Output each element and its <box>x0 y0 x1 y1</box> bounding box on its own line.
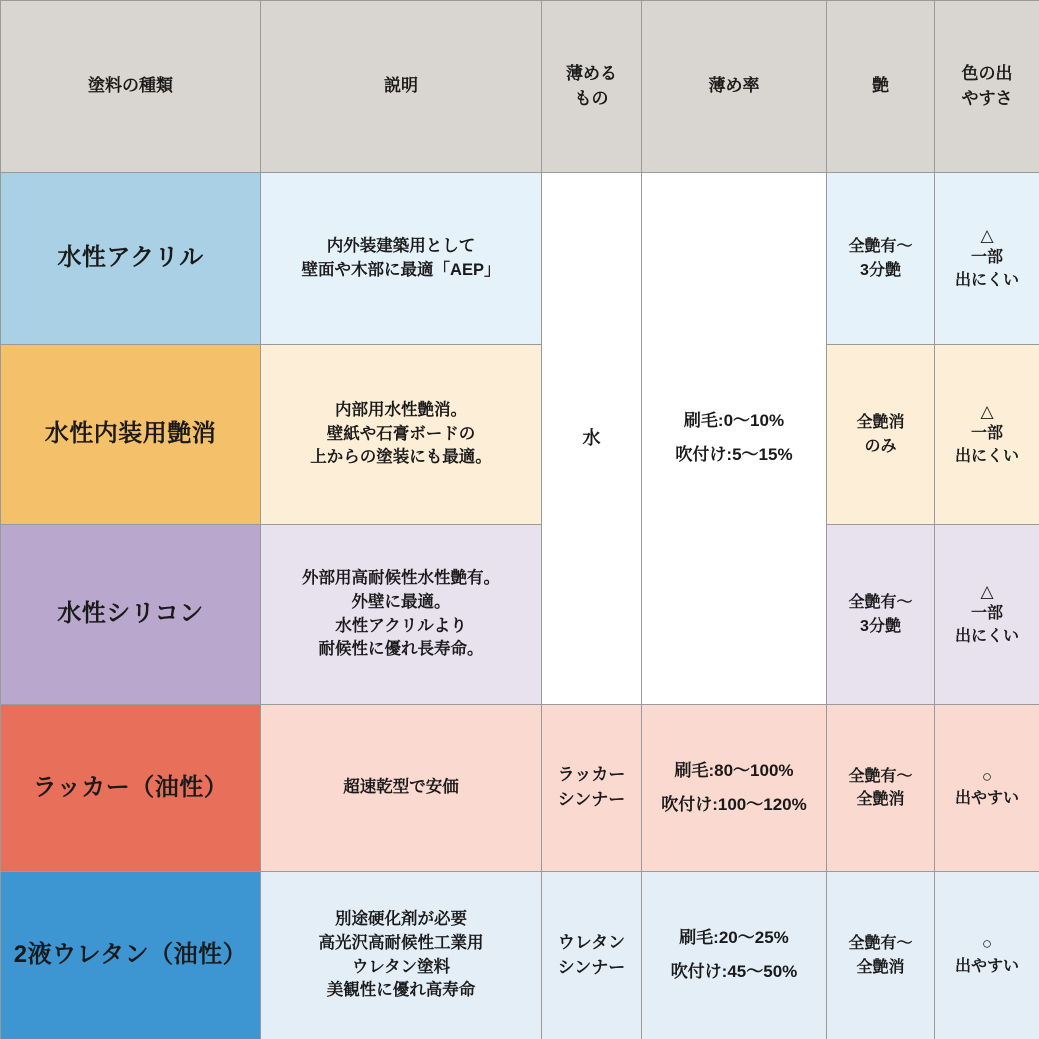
color-ease-mark: ○ <box>981 934 993 954</box>
table-row <box>1 525 1039 705</box>
gloss-cell <box>827 872 935 1039</box>
dilution-cell <box>642 705 827 872</box>
dilution-spray: 吹付け:100〜120% <box>661 794 807 814</box>
description-cell <box>261 345 542 525</box>
color-ease-mark: ○ <box>981 766 993 786</box>
table-row <box>1 705 1039 872</box>
color-ease-line: 出やすい <box>954 790 1019 808</box>
color-ease-line: 一部 <box>970 424 1003 442</box>
gloss-line: 3分艶 <box>860 261 901 279</box>
gloss-line: 全艶有〜 <box>848 238 913 256</box>
color-ease-cell <box>935 872 1039 1039</box>
header-color-ease <box>935 1 1039 173</box>
description-line: 内外装建築用として <box>326 236 476 255</box>
thinner-line: ウレタン <box>557 932 626 952</box>
description-line: 外部用高耐候性水性艶有。 <box>302 568 500 587</box>
gloss-cell <box>827 345 935 525</box>
gloss-line: 全艶消 <box>856 791 905 808</box>
header-description: 説明 <box>261 1 542 173</box>
paint-type-cell: 2液ウレタン（油性） <box>1 872 261 1039</box>
gloss-cell <box>827 525 935 705</box>
thinner-line: ラッカー <box>557 765 626 785</box>
header-thinner <box>542 1 642 173</box>
dilution-spray: 吹付け:5〜15% <box>675 445 793 464</box>
color-ease-line: 一部 <box>970 604 1003 622</box>
table-body <box>1 173 1039 1039</box>
color-ease-cell <box>935 705 1039 872</box>
color-ease-cell <box>935 173 1039 345</box>
gloss-cell <box>827 173 935 345</box>
header-row <box>1 1 1039 173</box>
description-line: 別途硬化剤が必要 <box>335 909 467 928</box>
description-line: 壁紙や石膏ボードの <box>326 424 476 443</box>
color-ease-mark: △ <box>980 581 994 601</box>
dilution-spray: 吹付け:45〜50% <box>670 962 798 981</box>
color-ease-mark: △ <box>980 401 994 421</box>
gloss-line: 全艶消 <box>856 958 905 976</box>
color-ease-mark: △ <box>980 225 994 245</box>
description-line: 壁面や木部に最適「AEP」 <box>301 260 501 279</box>
dilution-cell-water <box>642 173 827 705</box>
color-ease-line: 出にくい <box>954 628 1019 646</box>
table-header <box>1 1 1039 173</box>
header-thinner-line2: もの <box>574 88 609 108</box>
description-line: ウレタン塗料 <box>351 957 451 976</box>
description-cell <box>261 525 542 705</box>
table-row <box>1 872 1039 1039</box>
color-ease-cell <box>935 345 1039 525</box>
dilution-brush: 刷毛:0〜10% <box>683 411 785 431</box>
header-color-ease-line2: やすさ <box>961 88 1013 108</box>
gloss-cell <box>827 705 935 872</box>
color-ease-line: 出にくい <box>954 448 1019 466</box>
dilution-brush: 刷毛:20〜25% <box>679 928 789 948</box>
gloss-line: 全艶消 <box>856 414 905 432</box>
thinner-cell <box>542 872 642 1039</box>
table-row <box>1 173 1039 345</box>
header-color-ease-line1: 色の出 <box>961 63 1013 83</box>
description-cell <box>261 872 542 1039</box>
description-line: 上からの塗装にも最適。 <box>310 448 492 467</box>
header-dilution-rate: 薄め率 <box>642 1 827 173</box>
color-ease-line: 一部 <box>970 248 1003 266</box>
gloss-line: 全艶有〜 <box>848 767 913 785</box>
color-ease-line: 出にくい <box>954 272 1019 290</box>
header-thinner-line1: 薄める <box>566 63 617 83</box>
description-line: 耐候性に優れ長寿命。 <box>318 640 484 659</box>
table-row <box>1 345 1039 525</box>
gloss-line: 全艶有〜 <box>848 594 913 612</box>
thinner-cell <box>542 705 642 872</box>
description-line: 高光沢高耐候性工業用 <box>318 933 484 952</box>
dilution-cell <box>642 872 827 1039</box>
thinner-cell-water: 水 <box>542 173 642 705</box>
thinner-line: シンナー <box>557 790 626 809</box>
paint-type-cell: ラッカー（油性） <box>1 705 261 872</box>
gloss-line: のみ <box>864 437 897 455</box>
paint-type-cell: 水性内装用艶消 <box>1 345 261 525</box>
description-line: 美観性に優れ高寿命 <box>326 981 476 1000</box>
description-cell <box>261 173 542 345</box>
paint-type-cell: 水性シリコン <box>1 525 261 705</box>
dilution-brush: 刷毛:80〜100% <box>674 760 794 780</box>
gloss-line: 3分艶 <box>860 617 901 635</box>
description-cell: 超速乾型で安価 <box>261 705 542 872</box>
color-ease-cell <box>935 525 1039 705</box>
header-gloss: 艶 <box>827 1 935 173</box>
description-line: 水性アクリルより <box>335 616 467 635</box>
header-paint-type: 塗料の種類 <box>1 1 261 173</box>
paint-type-cell: 水性アクリル <box>1 173 261 345</box>
description-line: 外壁に最適。 <box>351 592 451 611</box>
gloss-line: 全艶有〜 <box>848 935 913 953</box>
color-ease-line: 出やすい <box>954 957 1019 975</box>
description-line: 内部用水性艶消。 <box>335 400 467 419</box>
thinner-line: シンナー <box>557 957 626 977</box>
